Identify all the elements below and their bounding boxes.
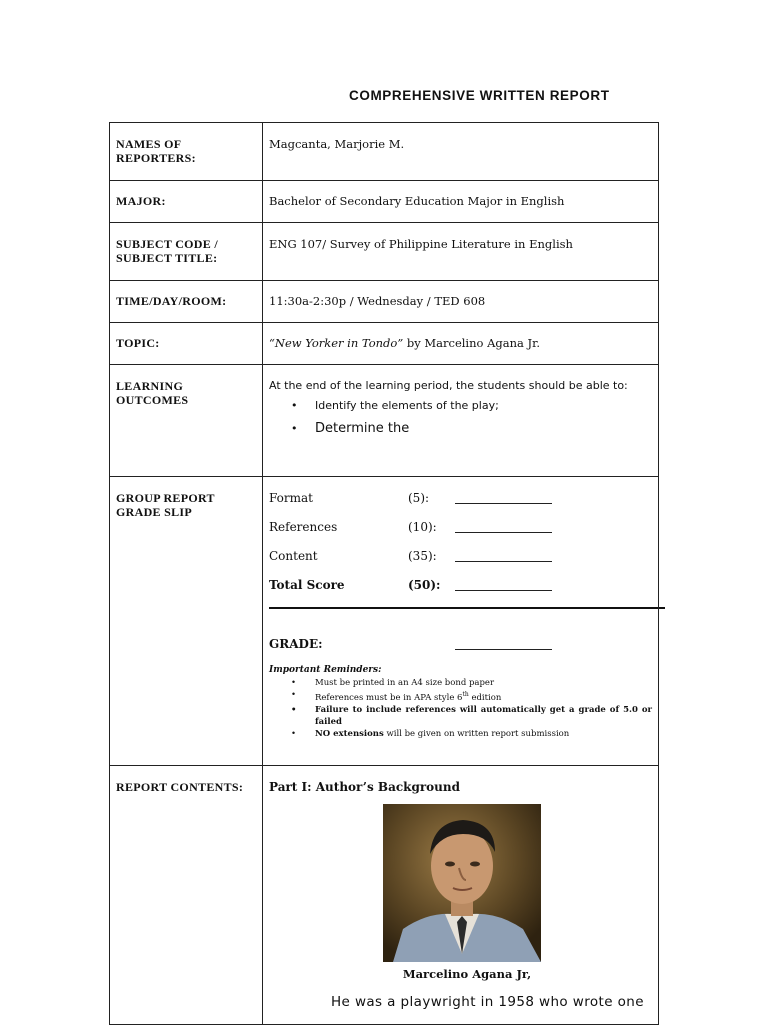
slip-item-points: (10): xyxy=(408,520,437,534)
score-blank-line xyxy=(455,503,552,504)
row-subject xyxy=(110,223,659,281)
slip-row-total xyxy=(269,578,652,607)
learning-label: LEARNING OUTCOMES xyxy=(110,365,263,477)
row-names xyxy=(110,123,659,181)
topic-value xyxy=(263,323,659,365)
slip-item-name: Content xyxy=(269,549,318,563)
slip-row-content xyxy=(269,549,652,578)
grade-row xyxy=(269,637,652,661)
slip-item-name: Format xyxy=(269,491,313,505)
learning-intro: At the end of the learning period, the students should be able to: xyxy=(269,379,628,392)
topic-title: “New Yorker in Tondo” xyxy=(269,336,404,350)
names-value: Magcanta, Marjorie M. xyxy=(263,123,659,181)
subject-label: SUBJECT CODE / SUBJECT TITLE: xyxy=(110,223,263,281)
slip-item-points: (35): xyxy=(408,549,437,563)
report-contents-label: REPORT CONTENTS: xyxy=(110,766,263,1025)
grade-blank-line xyxy=(455,649,552,650)
reminders-title: Important Reminders: xyxy=(269,665,382,675)
slip-row-references xyxy=(269,520,652,549)
row-learning xyxy=(110,365,659,477)
major-value: Bachelor of Secondary Education Major in English xyxy=(263,181,659,223)
reminder-text: References must be in APA style 6 xyxy=(315,692,463,703)
part-heading: Part I: Author’s Background xyxy=(269,780,461,794)
reminder-text: edition xyxy=(468,692,502,703)
reminder-item xyxy=(291,728,652,740)
slip-item-name: References xyxy=(269,520,338,534)
time-label: TIME/DAY/ROOM: xyxy=(110,281,263,323)
author-bio: He was a playwright in 1958 who wrote one xyxy=(331,994,644,1010)
reminders-list xyxy=(269,677,652,740)
total-score-label: Total Score xyxy=(269,578,345,592)
report-table xyxy=(109,122,659,1025)
portrait-caption: Marcelino Agana Jr, xyxy=(402,967,532,981)
row-major xyxy=(110,181,659,223)
report-contents-value xyxy=(263,766,659,1025)
reminder-item xyxy=(291,689,652,704)
grade-slip-label: GROUP REPORT GRADE SLIP xyxy=(110,477,263,766)
author-portrait xyxy=(383,804,541,962)
learning-list xyxy=(269,396,652,442)
reminder-item: • Failure to include references will automatically get a grade of 5.0 or failed xyxy=(291,704,652,728)
score-blank-line xyxy=(455,590,552,591)
reminder-item: • Must be printed in an A4 size bond paper xyxy=(291,677,652,689)
slip-row-format xyxy=(269,491,652,520)
names-label: NAMES OF REPORTERS: xyxy=(110,123,263,181)
topic-author: by Marcelino Agana Jr. xyxy=(403,336,541,350)
divider xyxy=(269,607,665,609)
row-report-contents xyxy=(110,766,659,1025)
row-time xyxy=(110,281,659,323)
reminder-bold: NO extensions xyxy=(315,728,384,739)
grade-label: GRADE: xyxy=(269,637,323,651)
portrait-illustration xyxy=(383,804,541,962)
superscript: th xyxy=(462,691,469,698)
learning-item: • Identify the elements of the play; xyxy=(291,396,652,416)
row-topic xyxy=(110,323,659,365)
major-label: MAJOR: xyxy=(110,181,263,223)
row-grade-slip xyxy=(110,477,659,766)
reminder-text: will be given on written report submission xyxy=(383,728,570,739)
total-score-points: (50): xyxy=(408,578,441,592)
subject-value: ENG 107/ Survey of Philippine Literature in English xyxy=(263,223,659,281)
document-title: COMPREHENSIVE WRITTEN REPORT xyxy=(349,88,610,103)
slip-item-points: (5): xyxy=(408,491,430,505)
time-value: 11:30a-2:30p / Wednesday / TED 608 xyxy=(263,281,659,323)
score-blank-line xyxy=(455,532,552,533)
topic-label: TOPIC: xyxy=(110,323,263,365)
learning-value xyxy=(263,365,659,477)
score-blank-line xyxy=(455,561,552,562)
learning-item: • Determine the xyxy=(291,416,652,442)
grade-slip-value xyxy=(263,477,659,766)
